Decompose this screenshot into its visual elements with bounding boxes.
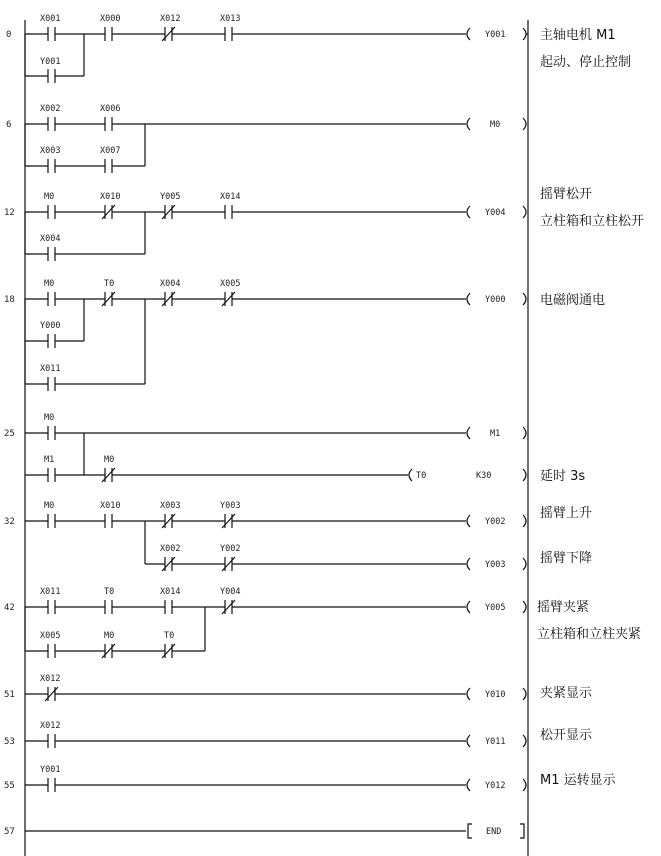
contact-no <box>48 734 55 748</box>
contact-label: X012 <box>160 14 181 24</box>
step-number: 6 <box>6 120 12 130</box>
step-number: 51 <box>4 690 15 700</box>
contact-no <box>225 27 232 41</box>
rung-18 <box>4 279 605 391</box>
contact-no <box>48 600 55 614</box>
contact-label: X013 <box>220 14 241 24</box>
comment: 摇臂松开 <box>540 187 593 202</box>
contact-label: X012 <box>40 674 61 684</box>
contact-no <box>48 778 55 792</box>
coil-label: Y010 <box>485 690 506 700</box>
contact-no <box>48 27 55 41</box>
rung-0 <box>6 14 631 83</box>
comment: 立柱箱和立柱夹紧 <box>537 627 642 642</box>
step-number: 53 <box>4 737 15 747</box>
coil-label: Y011 <box>485 737 506 747</box>
contact-label: X000 <box>100 14 121 24</box>
contact-label: X007 <box>100 146 121 156</box>
contact-no <box>105 514 112 528</box>
contact-label: X012 <box>40 721 61 731</box>
contact-label: X002 <box>160 544 181 554</box>
contact-no <box>48 292 55 306</box>
contact-label: M0 <box>44 501 55 511</box>
contact-label: Y001 <box>40 765 61 775</box>
contact-label: X004 <box>40 234 61 244</box>
comment: 立柱箱和立柱松开 <box>540 214 645 229</box>
contact-no <box>48 334 55 348</box>
rung-42 <box>4 587 641 658</box>
contact-label: X010 <box>100 192 121 202</box>
comment: 起动、停止控制 <box>540 55 632 70</box>
contact-label: Y001 <box>40 57 61 67</box>
contact-label: M0 <box>44 413 55 423</box>
contact-label: M1 <box>44 455 55 465</box>
rung-51 <box>4 674 593 701</box>
step-number: 57 <box>4 827 15 837</box>
step-number: 55 <box>4 781 15 791</box>
end-label: END <box>486 827 502 837</box>
contact-label: X011 <box>40 587 61 597</box>
contact-label: X005 <box>40 631 61 641</box>
contact-label: T0 <box>104 587 115 597</box>
contact-label: Y002 <box>220 544 241 554</box>
comment: 夹紧显示 <box>540 686 593 701</box>
contact-no <box>225 205 232 219</box>
step-number: 42 <box>4 603 15 613</box>
rung-12 <box>4 186 644 261</box>
timer-label: T0 <box>416 471 427 481</box>
contact-no <box>48 426 55 440</box>
contact-no <box>165 600 172 614</box>
contact-label: X003 <box>40 146 61 156</box>
contact-no <box>48 205 55 219</box>
contact-label: X003 <box>160 501 181 511</box>
contact-label: Y005 <box>160 192 181 202</box>
contact-label: X011 <box>40 364 61 374</box>
step-number: 25 <box>4 429 15 439</box>
contact-no <box>105 600 112 614</box>
rung-55 <box>4 765 617 792</box>
step-number: 18 <box>4 295 15 305</box>
rung-6 <box>6 104 526 173</box>
contact-label: X010 <box>100 501 121 511</box>
contact-label: M0 <box>104 631 115 641</box>
contact-label: Y000 <box>40 321 61 331</box>
contact-no <box>48 377 55 391</box>
contact-label: M0 <box>44 279 55 289</box>
contact-no <box>48 117 55 131</box>
comment: 电磁阀通电 <box>540 293 606 308</box>
rung-53 <box>4 721 593 748</box>
coil-label: Y012 <box>485 781 506 791</box>
coil-label: Y003 <box>485 560 506 570</box>
contact-label: X001 <box>40 14 61 24</box>
contact-no <box>105 27 112 41</box>
coil-label: Y001 <box>485 30 506 40</box>
contact-label: T0 <box>164 631 175 641</box>
contact-label: M0 <box>104 455 115 465</box>
contact-label: Y003 <box>220 501 241 511</box>
comment: 主轴电机 M1 <box>540 28 616 43</box>
step-number: 0 <box>6 30 12 40</box>
comment: 摇臂下降 <box>540 551 593 566</box>
contact-label: X002 <box>40 104 61 114</box>
contact-label: Y004 <box>220 587 241 597</box>
coil-label: Y004 <box>485 208 506 218</box>
contact-no <box>48 644 55 658</box>
coil-label: Y000 <box>485 295 506 305</box>
coil-label: M0 <box>490 120 501 130</box>
contact-label: X014 <box>220 192 241 202</box>
comment: 摇臂夹紧 <box>537 600 590 615</box>
contact-label: X004 <box>160 279 181 289</box>
comment: 松开显示 <box>540 728 593 743</box>
comment: M1 运转显示 <box>540 773 616 788</box>
contact-label: M0 <box>44 192 55 202</box>
coil-label: Y002 <box>485 517 506 527</box>
contact-no <box>48 468 55 482</box>
contact-no <box>48 247 55 261</box>
contact-no <box>48 514 55 528</box>
step-number: 32 <box>4 517 15 527</box>
rung-32 <box>4 501 592 571</box>
contact-label: T0 <box>104 279 115 289</box>
timer-coil <box>409 469 526 481</box>
contact-label: X006 <box>100 104 121 114</box>
step-number: 12 <box>4 208 15 218</box>
timer-preset: K30 <box>476 471 492 481</box>
comment: 摇臂上升 <box>540 506 593 521</box>
comment: 延时 3s <box>540 469 586 484</box>
contact-no <box>105 117 112 131</box>
rung-57 <box>4 824 524 838</box>
contact-label: X005 <box>220 279 241 289</box>
contact-no <box>48 69 55 83</box>
coil-label: Y005 <box>485 603 506 613</box>
contact-no <box>48 159 55 173</box>
coil-label: M1 <box>490 429 501 439</box>
contact-label: X014 <box>160 587 181 597</box>
contact-no <box>105 159 112 173</box>
rung-25 <box>4 413 585 484</box>
